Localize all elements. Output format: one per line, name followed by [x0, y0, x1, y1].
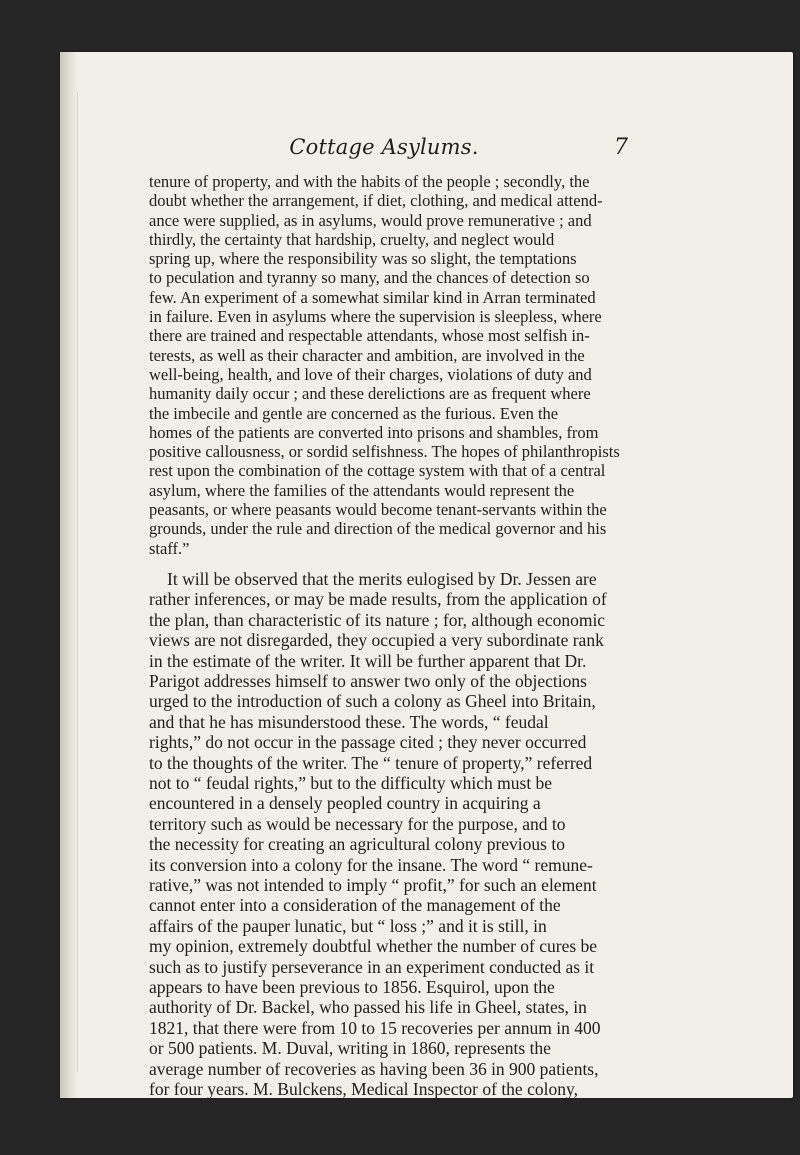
text-line: ance were supplied, as in asylums, would prove remunerative ; and: [149, 210, 592, 230]
text-line: the imbecile and gentle are concerned as the furious. Even the: [149, 403, 559, 423]
text-line: views are not disregarded, they occupied a very subordinate rank: [149, 630, 604, 651]
text-line: tenure of property, and with the habits of the people ; secondly, the: [149, 172, 590, 191]
text-line: terests, as well as their character and ambition, are involved in the: [149, 345, 585, 365]
text-line: asylum, where the families of the attendants would represent the: [149, 480, 575, 500]
text-line: encountered in a densely peopled country in acquiring a: [149, 793, 541, 814]
text-line: well-being, health, and love of their charges, violations of duty and: [149, 364, 592, 384]
text-line: homes of the patients are converted into prisons and shambles, from: [149, 422, 599, 442]
text-line: rights,” do not occur in the passage cited ; they never occurred: [149, 732, 587, 753]
text-line: for four years. M. Bulckens, Medical Inspector of the colony,: [149, 1079, 578, 1100]
paragraph-2: [149, 569, 629, 1100]
text-line: territory such as would be necessary for the purpose, and to: [149, 813, 566, 834]
text-line: few. An experiment of a somewhat similar kind in Arran terminated: [149, 287, 596, 307]
page-number: 7: [614, 135, 628, 160]
text-line: or 500 patients. M. Duval, writing in 1860, represents the: [149, 1038, 551, 1059]
body-text: [149, 172, 629, 1100]
text-line: humanity daily occur ; and these derelictions are as frequent where: [149, 384, 591, 404]
text-line: the plan, than characteristic of its nature ; for, although economic: [149, 609, 606, 630]
text-line: cannot enter into a consideration of the management of the: [149, 895, 561, 916]
running-title: Cottage Asylums.: [289, 135, 479, 159]
text-line: to the thoughts of the writer. The “ tenure of property,” referred: [149, 752, 593, 773]
text-line: rest upon the combination of the cottage system with that of a central: [149, 461, 606, 481]
text-line: 1821, that there were from 10 to 15 recoveries per annum in 400: [149, 1017, 601, 1038]
text-line: positive callousness, or sordid selfishness. The hopes of philanthropists: [149, 442, 620, 462]
page-gutter-shadow: [60, 52, 78, 1098]
text-line: and that he has misunderstood these. The words, “ feudal: [149, 711, 549, 732]
text-line: grounds, under the rule and direction of the medical governor and his: [149, 519, 607, 539]
text-line: spring up, where the responsibility was so slight, the temptations: [149, 249, 577, 269]
text-line: rative,” was not intended to imply “ profit,” for such an element: [149, 875, 597, 896]
text-line: such as to justify perseverance in an experiment conducted as it: [149, 956, 595, 977]
text-line: rather inferences, or may be made results, from the application of: [149, 589, 607, 610]
text-line: in failure. Even in asylums where the supervision is sleepless, where: [149, 307, 602, 327]
text-line: affairs of the pauper lunatic, but “ loss ;” and it is still, in: [149, 915, 547, 936]
text-line: authority of Dr. Backel, who passed his life in Gheel, states, in: [149, 997, 587, 1018]
paragraph-1: [149, 172, 629, 558]
text-line: It will be observed that the merits eulogised by Dr. Jessen are: [167, 568, 597, 589]
text-line: staff.”: [149, 538, 190, 558]
text-line: urged to the introduction of such a colony as Gheel into Britain,: [149, 691, 596, 712]
text-line: my opinion, extremely doubtful whether the number of cures be: [149, 936, 598, 957]
text-line: in the estimate of the writer. It will be further apparent that Dr.: [149, 650, 587, 671]
text-line: Parigot addresses himself to answer two only of the objections: [149, 670, 587, 691]
text-line: its conversion into a colony for the insane. The word “ remune-: [149, 854, 593, 875]
page-header: [140, 135, 628, 169]
text-line: not to “ feudal rights,” but to the difficulty which must be: [149, 773, 553, 793]
text-line: thirdly, the certainty that hardship, cruelty, and neglect would: [149, 229, 555, 249]
page-fold-line: [77, 92, 78, 1072]
text-line: appears to have been previous to 1856. Esquirol, upon the: [149, 977, 555, 998]
text-line: to peculation and tyranny so many, and the chances of detection so: [149, 268, 590, 288]
text-line: there are trained and respectable attendants, whose most selfish in-: [149, 326, 590, 346]
text-line: average number of recoveries as having been 36 in 900 patients,: [149, 1058, 599, 1079]
text-line: doubt whether the arrangement, if diet, clothing, and medical attend-: [149, 191, 603, 211]
text-line: peasants, or where peasants would become tenant-servants within the: [149, 500, 607, 520]
text-line: the necessity for creating an agricultural colony previous to: [149, 834, 565, 855]
